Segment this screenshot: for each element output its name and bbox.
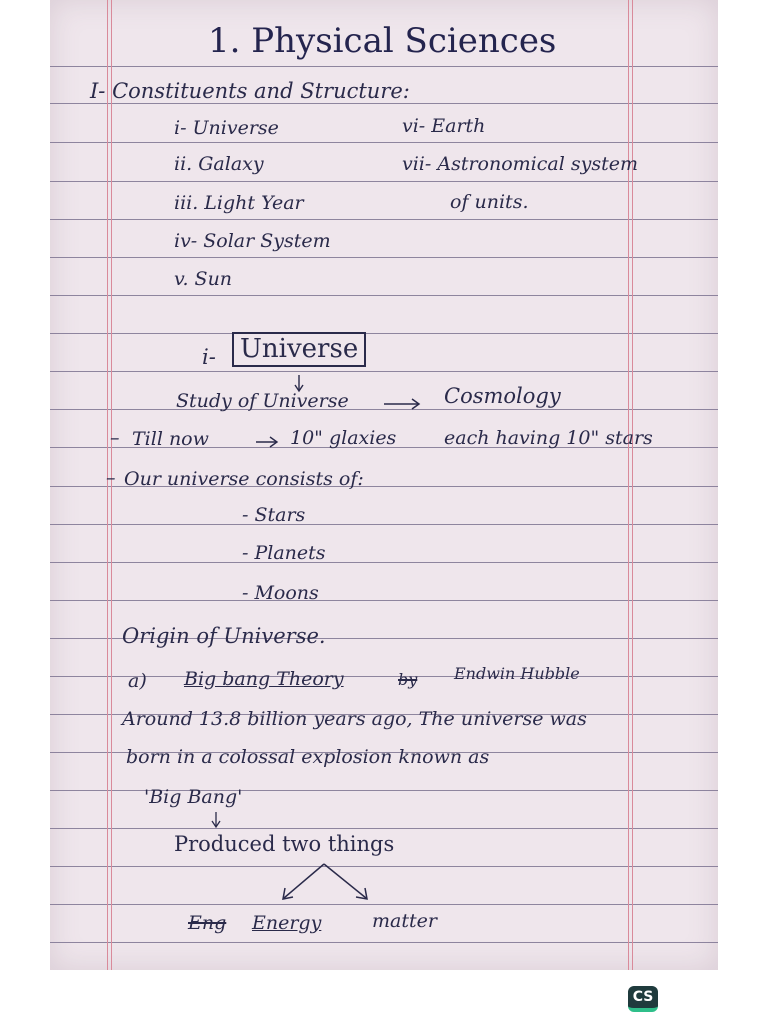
list-item-earth: vi- Earth [402, 115, 486, 137]
till-now: Till now [132, 428, 209, 450]
cosmology: Cosmology [444, 384, 561, 408]
ruled-line [50, 257, 718, 258]
list-item-sun: v. Sun [174, 268, 233, 290]
branch-arrows-icon [276, 860, 376, 904]
galaxies-count: 10" glaxies [290, 427, 397, 449]
matter: matter [372, 910, 437, 932]
item-planets-label: Planets [254, 542, 326, 564]
ruled-line [50, 103, 718, 104]
list-item-astronomical-system: vii- Astronomical system [402, 153, 638, 175]
struck-word: Eng [188, 912, 227, 934]
notebook-page [50, 0, 718, 970]
section-heading: I- Constituents and Structure: [90, 79, 410, 103]
universe-heading: Universe [232, 332, 366, 367]
origin-line-2: born in a colossal explosion known as [126, 746, 490, 768]
item-stars-label: Stars [254, 504, 306, 526]
origin-line-3: 'Big Bang' [144, 786, 243, 808]
ruled-line [50, 333, 718, 334]
theory-label: a) [128, 670, 147, 692]
ruled-line [50, 562, 718, 563]
item-moons-label: Moons [254, 582, 319, 604]
each-having-stars: each having 10" stars [444, 427, 653, 449]
theory-author: Endwin Hubble [454, 664, 580, 683]
list-item-universe: i- Universe [174, 117, 279, 139]
ruled-line [50, 600, 718, 601]
list-item-solar-system: iv- Solar System [174, 230, 331, 252]
ruled-line [50, 219, 718, 220]
universe-prefix: i- [202, 345, 216, 369]
theory-by: by [398, 670, 418, 689]
down-arrow-icon [210, 812, 222, 832]
dash-marker: – [110, 427, 120, 449]
right-margin-line [632, 0, 633, 970]
energy: Energy [252, 912, 322, 934]
item-moons: - Moons [242, 582, 319, 604]
camscanner-badge[interactable]: CS [628, 986, 658, 1012]
ruled-line [50, 524, 718, 525]
ruled-line [50, 866, 718, 867]
ruled-line [50, 295, 718, 296]
ruled-line [50, 371, 718, 372]
origin-line-1: Around 13.8 billion years ago, The universe was [122, 708, 587, 730]
item-stars: - Stars [242, 504, 306, 526]
right-arrow-icon [256, 436, 280, 448]
item-planets: - Planets [242, 542, 326, 564]
produced-two-things: Produced two things [174, 832, 395, 856]
consists-of: Our universe consists of: [124, 468, 364, 490]
ruled-line [50, 904, 718, 905]
right-margin-line [628, 0, 629, 970]
study-of-universe: Study of Universe [176, 390, 349, 412]
right-arrow-icon [384, 398, 424, 410]
ruled-line [50, 828, 718, 829]
theory-name: Big bang Theory [184, 668, 344, 690]
origin-heading: Origin of Universe. [122, 624, 326, 648]
ruled-line [50, 66, 718, 67]
ruled-line [50, 942, 718, 943]
page-title: 1. Physical Sciences [208, 21, 557, 61]
ruled-line [50, 142, 718, 143]
list-item-light-year: iii. Light Year [174, 192, 304, 214]
ruled-line [50, 676, 718, 677]
list-item-of-units: of units. [450, 191, 529, 213]
dash-marker: – [106, 467, 116, 489]
list-item-galaxy: ii. Galaxy [174, 153, 264, 175]
ruled-line [50, 181, 718, 182]
